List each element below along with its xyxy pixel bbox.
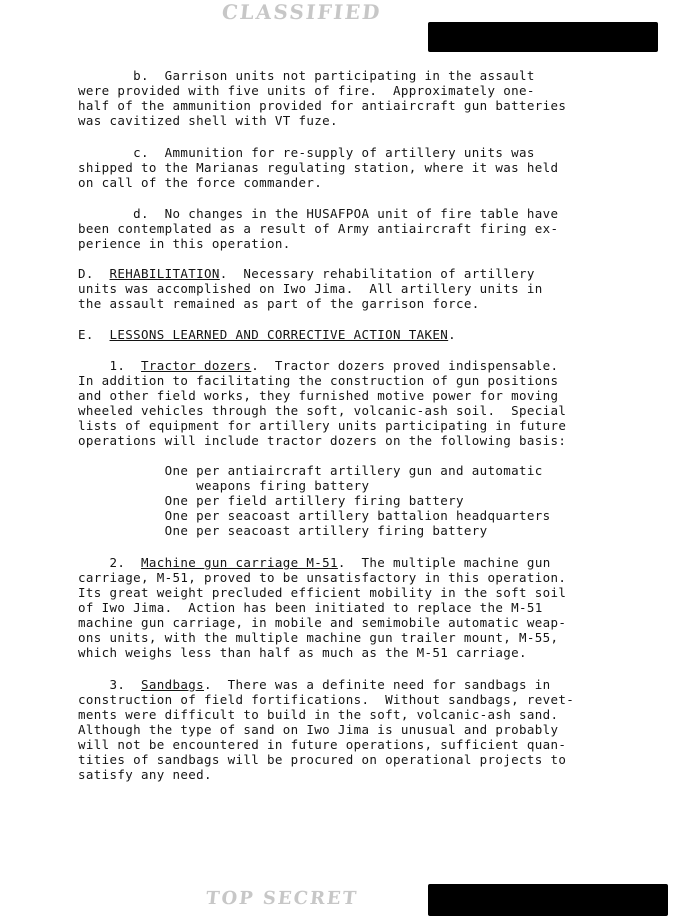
e1-list-item-2: One per field artillery firing battery	[78, 493, 464, 508]
section-d-line-1	[78, 266, 535, 281]
e2-text: . The multiple machine gun	[337, 555, 551, 570]
section-e-suffix: .	[448, 327, 457, 342]
section-d-heading: REHABILITATION	[109, 266, 220, 281]
para-d-line-1: d. No changes in the HUSAFPOA unit of fire table have	[78, 206, 559, 221]
section-d-prefix: D.	[78, 266, 110, 281]
e2-line-1	[78, 555, 551, 570]
e2-line-7: which weighs less than half as much as the M-51 carriage.	[78, 645, 527, 660]
e3-heading: Sandbags	[141, 677, 205, 692]
e1-line-1	[78, 358, 558, 373]
section-d-line-3: the assault remained as part of the garrison force.	[78, 296, 480, 311]
para-b-line-4: was cavitized shell with VT fuze.	[78, 113, 338, 128]
e3-line-5: will not be encountered in future operations, sufficient quan-	[78, 737, 567, 752]
section-e-prefix: E.	[78, 327, 110, 342]
e3-prefix: 3.	[78, 677, 142, 692]
para-b-line-3: half of the ammunition provided for antiaircraft gun batteries	[78, 98, 567, 113]
e1-list-item-4: One per seacoast artillery firing battery	[78, 523, 488, 538]
e3-line-4: Although the type of sand on Iwo Jima is unusual and probably	[78, 722, 559, 737]
e2-line-4: of Iwo Jima. Action has been initiated to replace the M-51	[78, 600, 543, 615]
e1-prefix: 1.	[78, 358, 142, 373]
redaction-bar-bottom	[428, 884, 668, 916]
e1-line-5: lists of equipment for artillery units participating in future	[78, 418, 567, 433]
para-b-line-1: b. Garrison units not participating in the assault	[78, 68, 535, 83]
e3-line-3: ments were difficult to build in the soft, volcanic-ash sand.	[78, 707, 559, 722]
e2-line-5: machine gun carriage, in mobile and semimobile automatic weap-	[78, 615, 567, 630]
e1-list-item-1-cont: weapons firing battery	[78, 478, 370, 493]
e2-prefix: 2.	[78, 555, 142, 570]
para-c-line-2: shipped to the Marianas regulating station, where it was held	[78, 160, 559, 175]
e1-line-3: and other field works, they furnished motive power for moving	[78, 388, 559, 403]
para-c-line-1: c. Ammunition for re-supply of artillery units was	[78, 145, 535, 160]
section-d-text: . Necessary rehabilitation of artillery	[219, 266, 535, 281]
section-e-heading: LESSONS LEARNED AND CORRECTIVE ACTION TAKEN	[109, 327, 449, 342]
e1-line-2: In addition to facilitating the construction of gun positions	[78, 373, 559, 388]
e1-line-6: operations will include tractor dozers on the following basis:	[78, 433, 567, 448]
e1-list-item-1: One per antiaircraft artillery gun and automatic	[78, 463, 543, 478]
e3-text: . There was a definite need for sandbags in	[204, 677, 551, 692]
redaction-bar-top	[428, 22, 658, 52]
classification-stamp-header: CLASSIFIED	[220, 0, 383, 24]
e1-list-item-3: One per seacoast artillery battalion headquarters	[78, 508, 551, 523]
section-e-heading-line	[78, 327, 456, 342]
para-b-line-2: were provided with five units of fire. Approximately one-	[78, 83, 535, 98]
e1-text: . Tractor dozers proved indispensable.	[251, 358, 559, 373]
e1-heading: Tractor dozers	[141, 358, 252, 373]
e2-heading: Machine gun carriage M-51	[141, 555, 338, 570]
para-d-line-2: been contemplated as a result of Army antiaircraft firing ex-	[78, 221, 559, 236]
e1-line-4: wheeled vehicles through the soft, volcanic-ash soil. Special	[78, 403, 567, 418]
para-d-line-3: perience in this operation.	[78, 236, 291, 251]
section-d-line-2: units was accomplished on Iwo Jima. All artillery units in	[78, 281, 543, 296]
e2-line-3: Its great weight precluded efficient mobility in the soft soil	[78, 585, 567, 600]
e3-line-1	[78, 677, 551, 692]
e3-line-7: satisfy any need.	[78, 767, 212, 782]
para-c-line-3: on call of the force commander.	[78, 175, 323, 190]
classification-stamp-footer: TOP SECRET	[204, 888, 360, 909]
e3-line-6: tities of sandbags will be procured on operational projects to	[78, 752, 567, 767]
e2-line-6: ons units, with the multiple machine gun trailer mount, M-55,	[78, 630, 559, 645]
e2-line-2: carriage, M-51, proved to be unsatisfactory in this operation.	[78, 570, 567, 585]
e3-line-2: construction of field fortifications. Without sandbags, revet-	[78, 692, 575, 707]
